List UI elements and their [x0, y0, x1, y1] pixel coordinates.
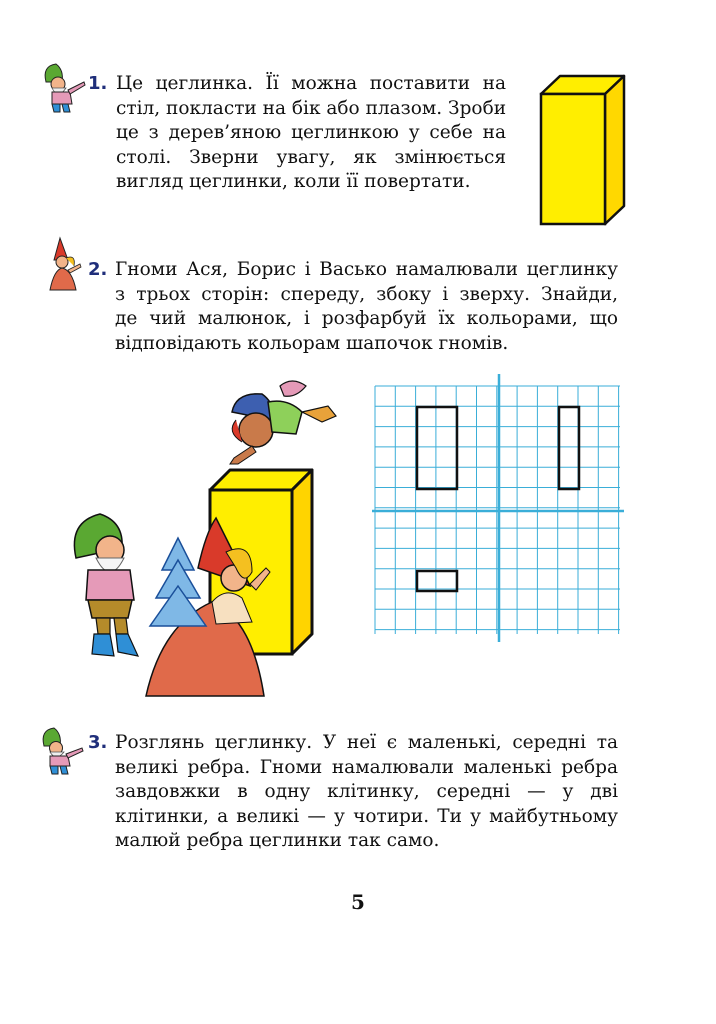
top-view-rectangle: [417, 571, 457, 591]
task-text-line: малюй ребра цеглинки так само.: [115, 830, 440, 851]
task-1: [88, 72, 506, 195]
gnomes-with-brick-illustration: [66, 372, 348, 700]
task-text-line: великі ребра. Гноми намалювали маленькі ребра: [115, 756, 618, 778]
projections-grid: [372, 374, 630, 644]
gnome-blue-hat-icon: [230, 381, 336, 464]
gnome-green-hat-icon: [74, 514, 138, 656]
front-view-rectangle: [417, 407, 457, 489]
page-number: 5: [351, 890, 365, 914]
task-2: [88, 258, 618, 356]
task-text-line: стіл, покласти на бік або плазом. Зроби: [116, 97, 507, 119]
brick-standing-illustration: [538, 72, 628, 228]
task-3: [88, 731, 618, 854]
gnome-pointing-icon: [38, 60, 88, 116]
task-text-line: Це цеглинка. Її можна поставити на: [116, 73, 506, 94]
gnome-pointing-icon: [36, 726, 86, 776]
blue-tree-icon: [150, 538, 206, 626]
task-text-line: з трьох сторін: спереду, збоку і зверху. Знайди,: [115, 283, 618, 305]
gnome-girl-icon: [44, 236, 86, 292]
task-number: 3.: [88, 732, 108, 753]
task-text-line: клітинки, а великі — у чотири. Ти у майбутньому: [115, 805, 618, 827]
task-text-line: вигляд цеглинки, коли її повертати.: [116, 171, 471, 192]
task-text-line: відповідають кольорам шапочок гномів.: [115, 332, 509, 354]
side-view-rectangle: [559, 407, 579, 489]
task-text-line: столі. Зверни увагу, як змінюється: [116, 146, 506, 168]
task-text-line: де чий малюнок, і розфарбуй їх кольорами, що: [115, 308, 618, 329]
task-text-line: завдовжки в одну клітинку, середні — у дві: [115, 781, 618, 802]
task-text-line: це з дерев’яною цеглинкою у себе на: [116, 122, 506, 143]
task-text-line: Розглянь цеглинку. У неї є маленькі, середні та: [115, 732, 618, 753]
task-number: 1.: [88, 73, 108, 94]
task-text-line: Гноми Ася, Борис і Васько намалювали цеглинку: [115, 259, 618, 280]
task-number: 2.: [88, 259, 108, 280]
